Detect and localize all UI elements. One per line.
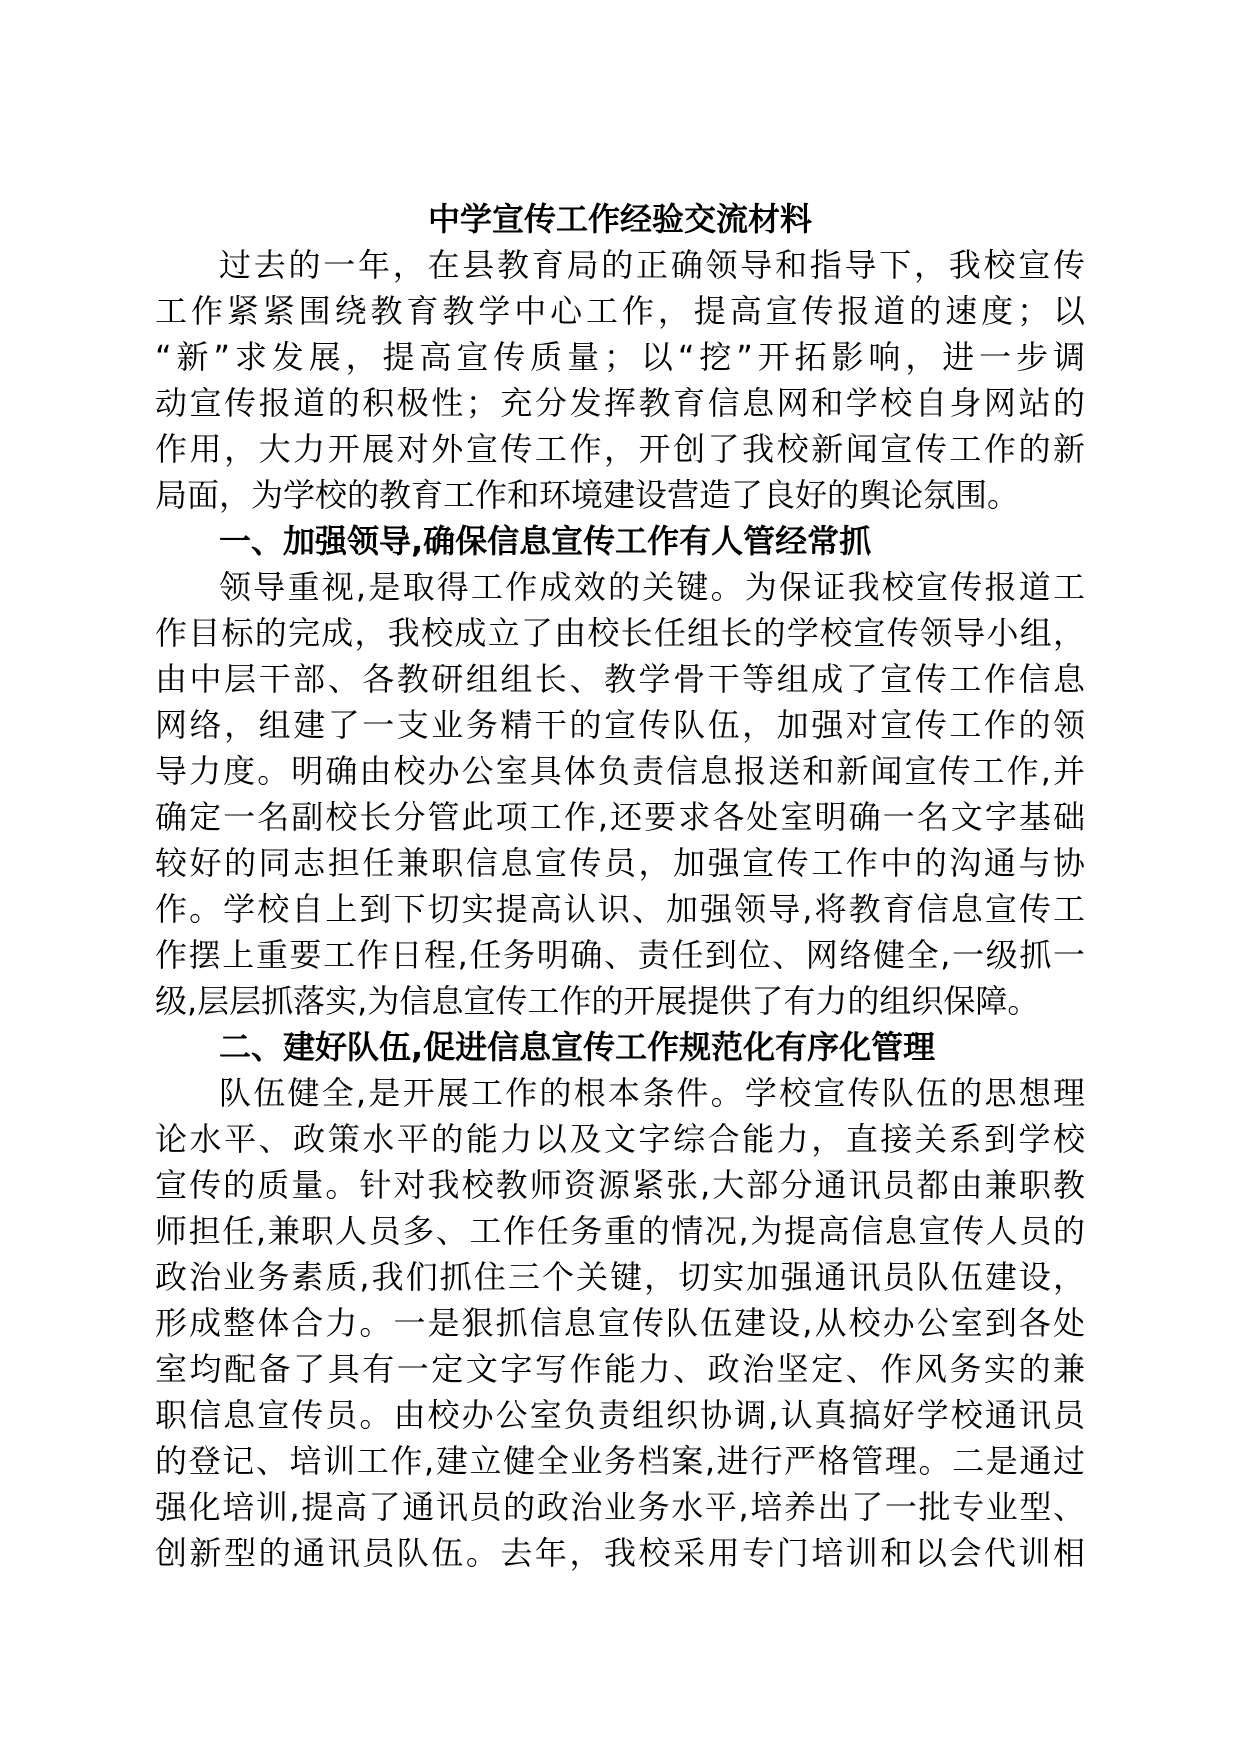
paragraph-line: 室均配备了具有一定文字写作能力、政治坚定、作风务实的兼	[155, 1350, 1085, 1388]
paragraph-line: 领导重视,是取得工作成效的关键。为保证我校宣传报道工	[219, 568, 1085, 606]
paragraph-line: 过去的一年，在县教育局的正确领导和指导下，我校宣传	[219, 246, 1085, 284]
paragraph-line: 的登记、培训工作,建立健全业务档案,进行严格管理。二是通过	[155, 1442, 1085, 1480]
paragraph-line: 职信息宣传员。由校办公室负责组织协调,认真搞好学校通讯员	[155, 1396, 1085, 1434]
paragraph-line: 确定一名副校长分管此项工作,还要求各处室明确一名文字基础	[155, 798, 1085, 836]
paragraph-line: 级,层层抓落实,为信息宣传工作的开展提供了有力的组织保障。	[155, 982, 1040, 1020]
paragraph-line: 导力度。明确由校办公室具体负责信息报送和新闻宣传工作,并	[155, 752, 1085, 790]
paragraph-line: 宣传的质量。针对我校教师资源紧张,大部分通讯员都由兼职教	[155, 1166, 1085, 1204]
paragraph-line: “新”求发展，提高宣传质量；以“挖”开拓影响，进一步调	[155, 338, 1085, 376]
paragraph-line: 局面，为学校的教育工作和环境建设营造了良好的舆论氛围。	[155, 476, 1020, 514]
paragraph-line: 作。学校自上到下切实提高认识、加强领导,将教育信息宣传工	[155, 890, 1085, 928]
paragraph-line: 师担任,兼职人员多、工作任务重的情况,为提高信息宣传人员的	[155, 1212, 1085, 1250]
paragraph-line: 作用，大力开展对外宣传工作，开创了我校新闻宣传工作的新	[155, 430, 1085, 468]
section-heading: 二、建好队伍,促进信息宣传工作规范化有序化管理	[219, 1028, 936, 1066]
paragraph-line: 队伍健全,是开展工作的根本条件。学校宣传队伍的思想理	[219, 1074, 1085, 1112]
paragraph-line: 作目标的完成，我校成立了由校长任组长的学校宣传领导小组，	[155, 614, 1085, 652]
paragraph-line: 网络，组建了一支业务精干的宣传队伍，加强对宣传工作的领	[155, 706, 1085, 744]
paragraph-line: 强化培训,提高了通讯员的政治业务水平,培养出了一批专业型、	[155, 1488, 1085, 1526]
paragraph-line: 由中层干部、各教研组组长、教学骨干等组成了宣传工作信息	[155, 660, 1085, 698]
document-title: 中学宣传工作经验交流材料	[427, 200, 812, 238]
section-heading: 一、加强领导,确保信息宣传工作有人管经常抓	[219, 522, 872, 560]
paragraph-line: 创新型的通讯员队伍。去年，我校采用专门培训和以会代训相	[155, 1534, 1085, 1572]
paragraph-line: 形成整体合力。一是狠抓信息宣传队伍建设,从校办公室到各处	[155, 1304, 1085, 1342]
paragraph-line: 动宣传报道的积极性；充分发挥教育信息网和学校自身网站的	[155, 384, 1085, 422]
paragraph-line: 作摆上重要工作日程,任务明确、责任到位、网络健全,一级抓一	[155, 936, 1085, 974]
paragraph-line: 论水平、政策水平的能力以及文字综合能力，直接关系到学校	[155, 1120, 1085, 1158]
paragraph-line: 工作紧紧围绕教育教学中心工作，提高宣传报道的速度；以	[155, 292, 1085, 330]
paragraph-line: 政治业务素质,我们抓住三个关键，切实加强通讯员队伍建设，	[155, 1258, 1085, 1296]
paragraph-line: 较好的同志担任兼职信息宣传员，加强宣传工作中的沟通与协	[155, 844, 1085, 882]
